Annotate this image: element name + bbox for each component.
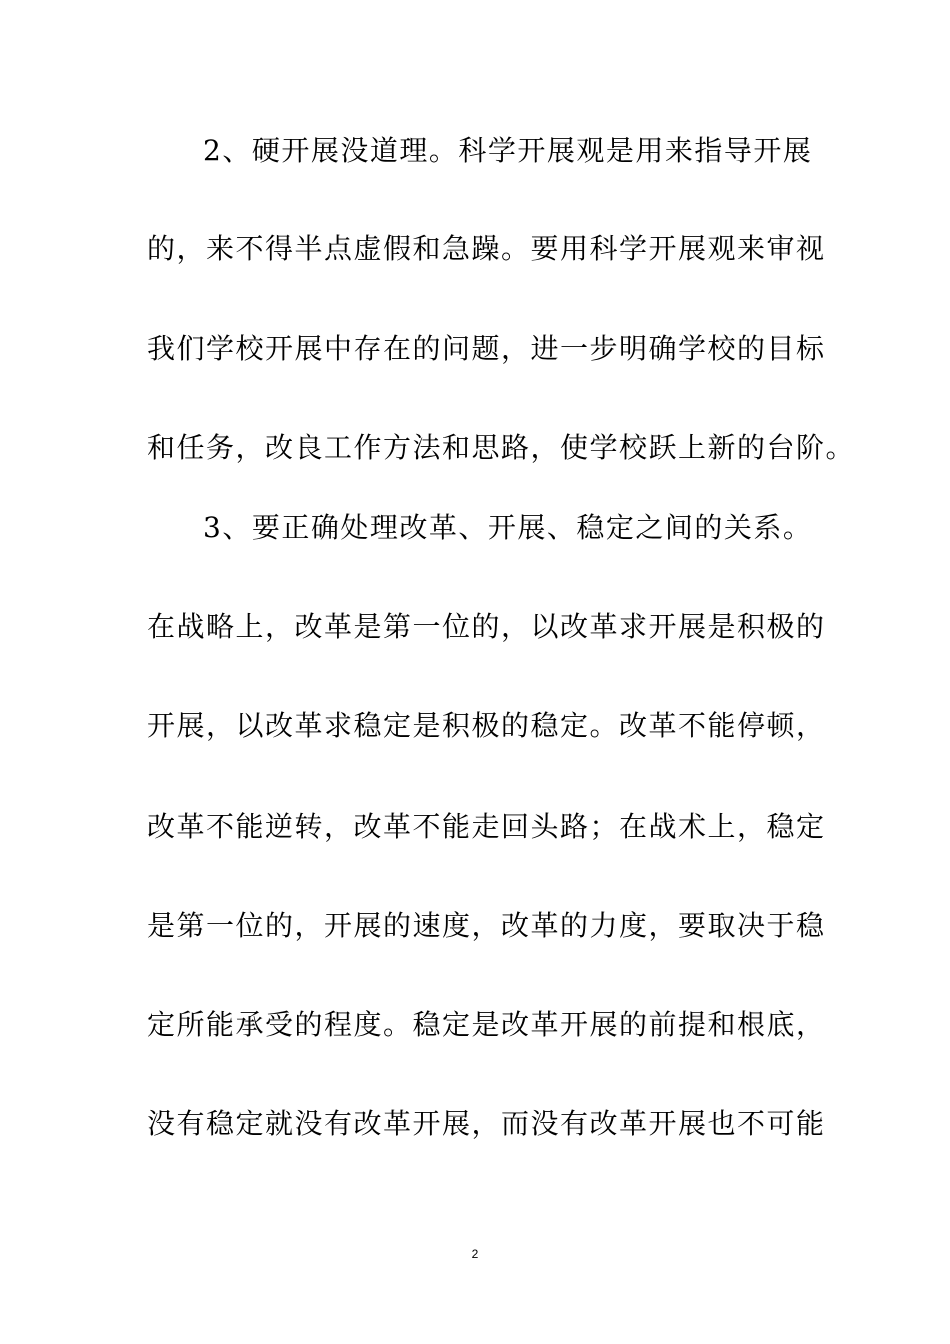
page-number: 2 xyxy=(471,1247,479,1261)
paragraph-line: 在战略上，改革是第一位的，以改革求开展是积极的 xyxy=(147,610,826,643)
paragraph-line: 没有稳定就没有改革开展，而没有改革开展也不可能 xyxy=(147,1107,826,1140)
paragraph-line: 3、要正确处理改革、开展、稳定之间的关系。 xyxy=(203,511,813,544)
paragraph-line: 的，来不得半点虚假和急躁。要用科学开展观来审视 xyxy=(147,232,826,265)
paragraph-line: 我们学校开展中存在的问题，进一步明确学校的目标 xyxy=(147,332,826,365)
paragraph-line: 2、硬开展没道理。科学开展观是用来指导开展 xyxy=(203,134,813,167)
paragraph-line: 开展，以改革求稳定是积极的稳定。改革不能停顿， xyxy=(147,709,826,742)
paragraph-line: 和任务，改良工作方法和思路，使学校跃上新的台阶。 xyxy=(147,431,856,464)
paragraph-line: 改革不能逆转，改革不能走回头路；在战术上，稳定 xyxy=(147,810,826,843)
paragraph-line: 是第一位的，开展的速度，改革的力度，要取决于稳 xyxy=(147,909,826,942)
paragraph-line: 定所能承受的程度。稳定是改革开展的前提和根底， xyxy=(147,1008,826,1041)
